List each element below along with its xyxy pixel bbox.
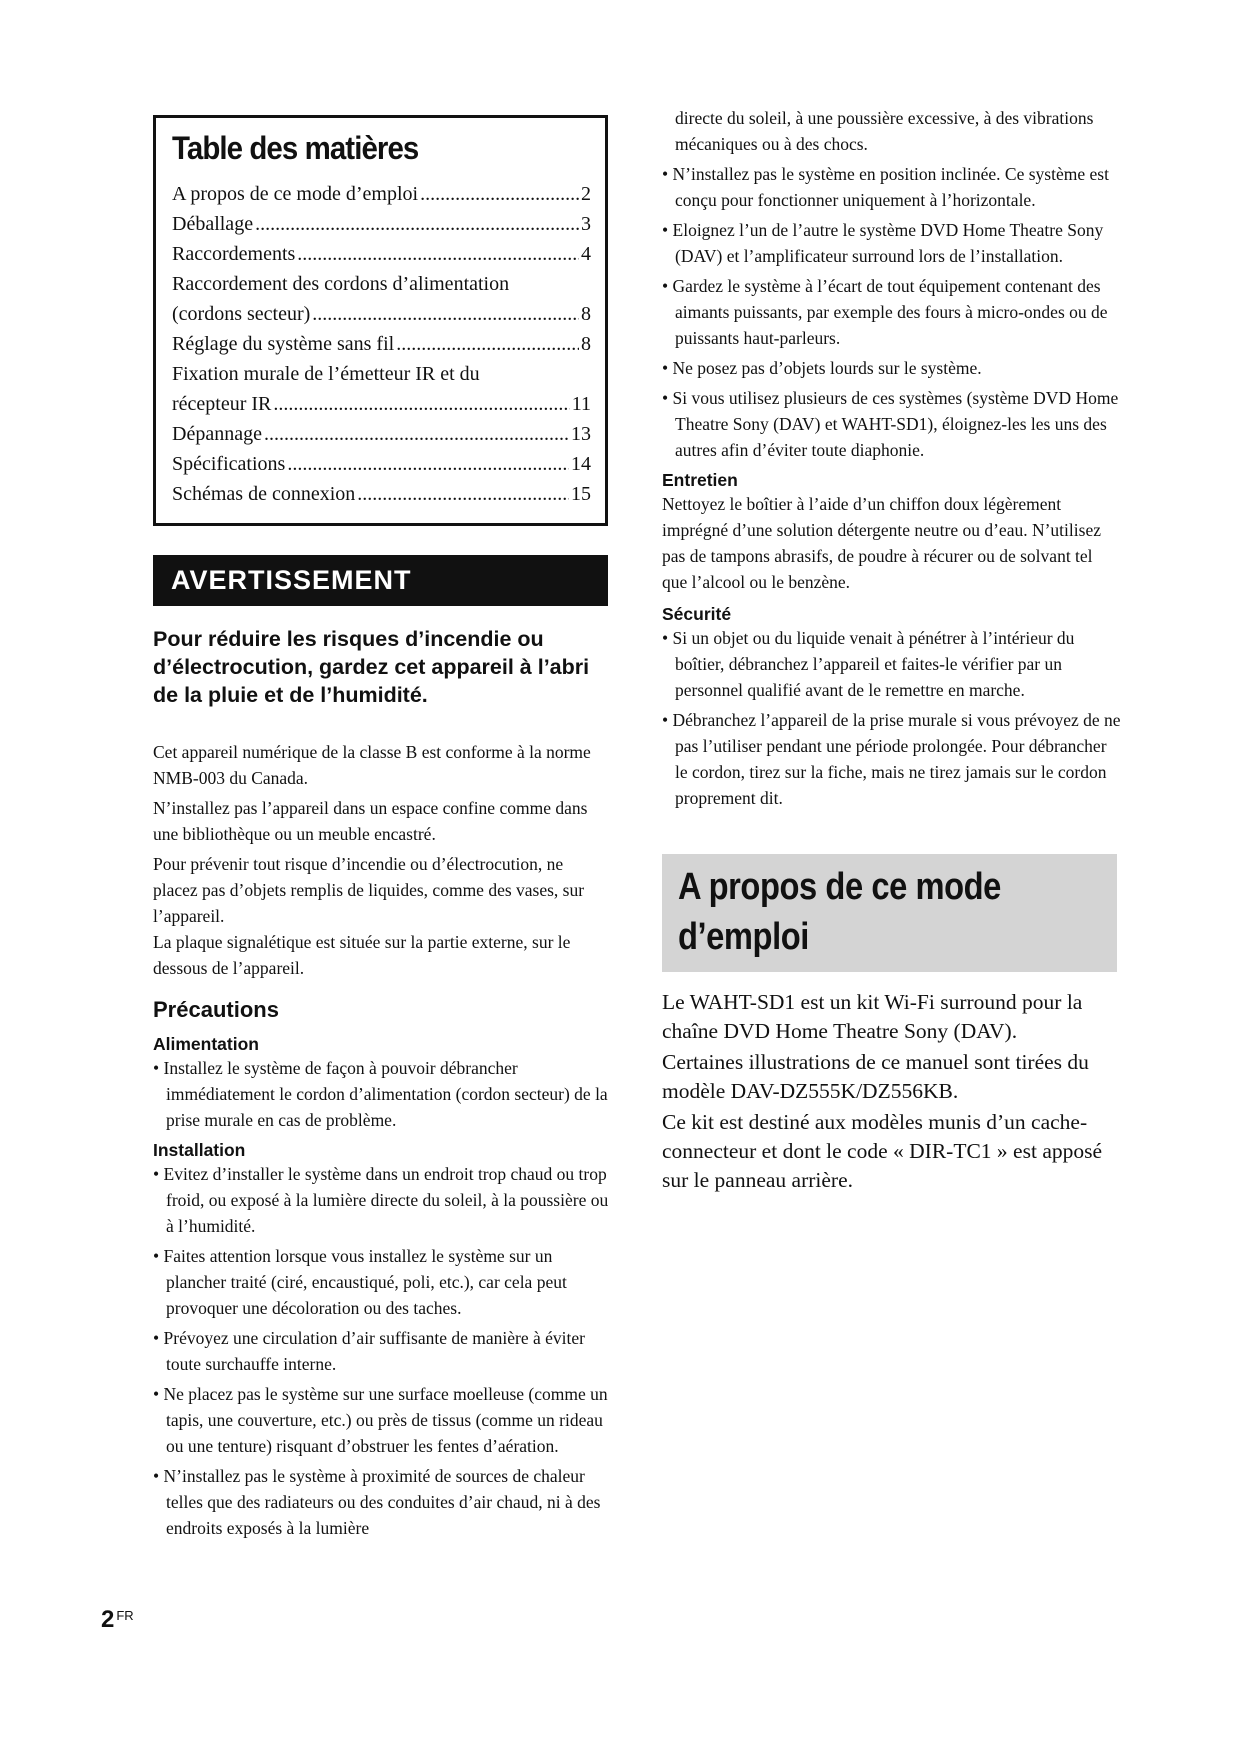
- securite-heading: Sécurité: [662, 604, 732, 624]
- about-paragraph: Certaines illustrations de ce manuel sont tirées du modèle DAV-DZ555K/DZ556KB.: [662, 1050, 1089, 1103]
- entretien-text: Nettoyez le boîtier à l’aide d’un chiffon doux légèrement imprégné d’une solution détergente neutre ou d’eau. N’utilisez pas de tampons abrasifs, de poudre à récurer ou de solvant tel que l’alcool ou le benzène.: [662, 494, 1101, 592]
- installation-list-continued: [662, 161, 1122, 463]
- page-number: 2 $^{FR}$: [101, 1606, 134, 1633]
- toc-entry[interactable]: Spécifications ..... 14: [172, 449, 591, 479]
- warning-paragraph: N’installez pas l’appareil dans un espace confine comme dans une bibliothèque ou un meuble encastré.: [153, 798, 588, 844]
- list-item: • Faites attention lorsque vous installez le système sur un plancher traité (ciré, encaustiqué, poli, etc.), car cela peut provoquer une décoloration ou des taches.: [153, 1243, 609, 1321]
- left-column: [153, 115, 609, 1545]
- toc-entry[interactable]: Déballage ..... 3: [172, 209, 591, 239]
- warning-paragraph: La plaque signalétique est située sur la partie externe, sur le dessous de l’appareil.: [153, 932, 571, 978]
- alimentation-list: [153, 1055, 609, 1133]
- language-code: FR: [116, 1608, 134, 1623]
- about-paragraph: Le WAHT-SD1 est un kit Wi-Fi surround pour la chaîne DVD Home Theatre Sony (DAV).: [662, 990, 1083, 1043]
- about-paragraph: Ce kit est destiné aux modèles munis d’un cache-connecteur et dont le code « DIR-TC1 » est apposé sur le panneau arrière.: [662, 1110, 1103, 1192]
- toc-entry[interactable]: Schémas de connexion ..... 15: [172, 479, 591, 509]
- toc-entry[interactable]: Raccordement des cordons d’alimentation (cordons secteur) ..... 8: [172, 269, 591, 329]
- warning-paragraph: Cet appareil numérique de la classe B est conforme à la norme NMB-003 du Canada.: [153, 742, 591, 788]
- alimentation-heading: Alimentation: [153, 1034, 259, 1054]
- list-item: • Eloignez l’un de l’autre le système DVD Home Theatre Sony (DAV) et l’amplificateur surround lors de l’installation.: [662, 217, 1122, 269]
- toc-entry[interactable]: Dépannage ..... 13: [172, 419, 591, 449]
- toc-entry[interactable]: Raccordements ..... 4: [172, 239, 591, 269]
- list-item: • Gardez le système à l’écart de tout équipement contenant des aimants puissants, par exemple des fours à micro-ondes ou de puissants haut-parleurs.: [662, 273, 1122, 351]
- list-item: • Ne placez pas le système sur une surface moelleuse (comme un tapis, une couverture, etc.) ou près de tissus (comme un rideau ou une tenture) risquant d’obstruer les fentes d’aération.: [153, 1381, 609, 1459]
- toc-entry[interactable]: A propos de ce mode d’emploi ..... 2: [172, 179, 591, 209]
- about-title-line1: A propos de ce mode: [678, 866, 1001, 908]
- table-of-contents: [153, 115, 608, 526]
- list-item: • Si un objet ou du liquide venait à pénétrer à l’intérieur du boîtier, débranchez l’appareil et faites-le vérifier par un personnel qualifié avant de le remettre en marche.: [662, 625, 1122, 703]
- warning-paragraph: Pour prévenir tout risque d’incendie ou d’électrocution, ne placez pas d’objets remplis de liquides, comme des vases, sur l’appareil.: [153, 854, 585, 926]
- warning-banner: AVERTISSEMENT: [153, 555, 608, 606]
- list-item: • Prévoyez une circulation d’air suffisante de manière à éviter toute surchauffe interne.: [153, 1325, 609, 1377]
- list-item: • N’installez pas le système en position inclinée. Ce système est conçu pour fonctionner uniquement à l’horizontale.: [662, 161, 1122, 213]
- warning-heading: Pour réduire les risques d’incendie ou d’électrocution, gardez cet appareil à l’abri de la pluie et de l’humidité.: [153, 627, 590, 707]
- list-item: • Débranchez l’appareil de la prise murale si vous prévoyez de ne pas l’utiliser pendant une période prolongée. Pour débrancher le cordon, tirez sur la fiche, mais ne tirez jamais sur le cordon proprement dit.: [662, 707, 1122, 811]
- list-item: • N’installez pas le système à proximité de sources de chaleur telles que des radiateurs ou des conduites d’air chaud, ni à des endroits exposés à la lumière: [153, 1463, 609, 1541]
- list-item: • Evitez d’installer le système dans un endroit trop chaud ou trop froid, ou exposé à la lumière directe du soleil, à la poussière ou à l’humidité.: [153, 1161, 609, 1239]
- installation-list: [153, 1161, 609, 1541]
- list-item: • Installez le système de façon à pouvoir débrancher immédiatement le cordon d’alimentation (cordon secteur) de la prise murale en cas de problème.: [153, 1055, 609, 1133]
- installation-heading: Installation: [153, 1140, 246, 1160]
- about-title-line2: d’emploi: [678, 916, 809, 958]
- entretien-heading: Entretien: [662, 470, 738, 490]
- toc-title: Table des matières: [172, 130, 419, 166]
- toc-entry[interactable]: Fixation murale de l’émetteur IR et du récepteur IR ..... 11: [172, 359, 591, 419]
- about-heading-box: [662, 854, 1117, 972]
- list-item: • Ne posez pas d’objets lourds sur le système.: [662, 355, 1122, 381]
- right-column: [662, 105, 1122, 1195]
- list-item-continued: directe du soleil, à une poussière excessive, à des vibrations mécaniques ou à des chocs.: [675, 108, 1094, 154]
- toc-entry[interactable]: Réglage du système sans fil ..... 8: [172, 329, 591, 359]
- precautions-heading: Précautions: [153, 997, 279, 1022]
- securite-list: [662, 625, 1122, 811]
- list-item: • Si vous utilisez plusieurs de ces systèmes (système DVD Home Theatre Sony (DAV) et WAHT-SD1), éloignez-les les uns des autres afin d’éviter toute diaphonie.: [662, 385, 1122, 463]
